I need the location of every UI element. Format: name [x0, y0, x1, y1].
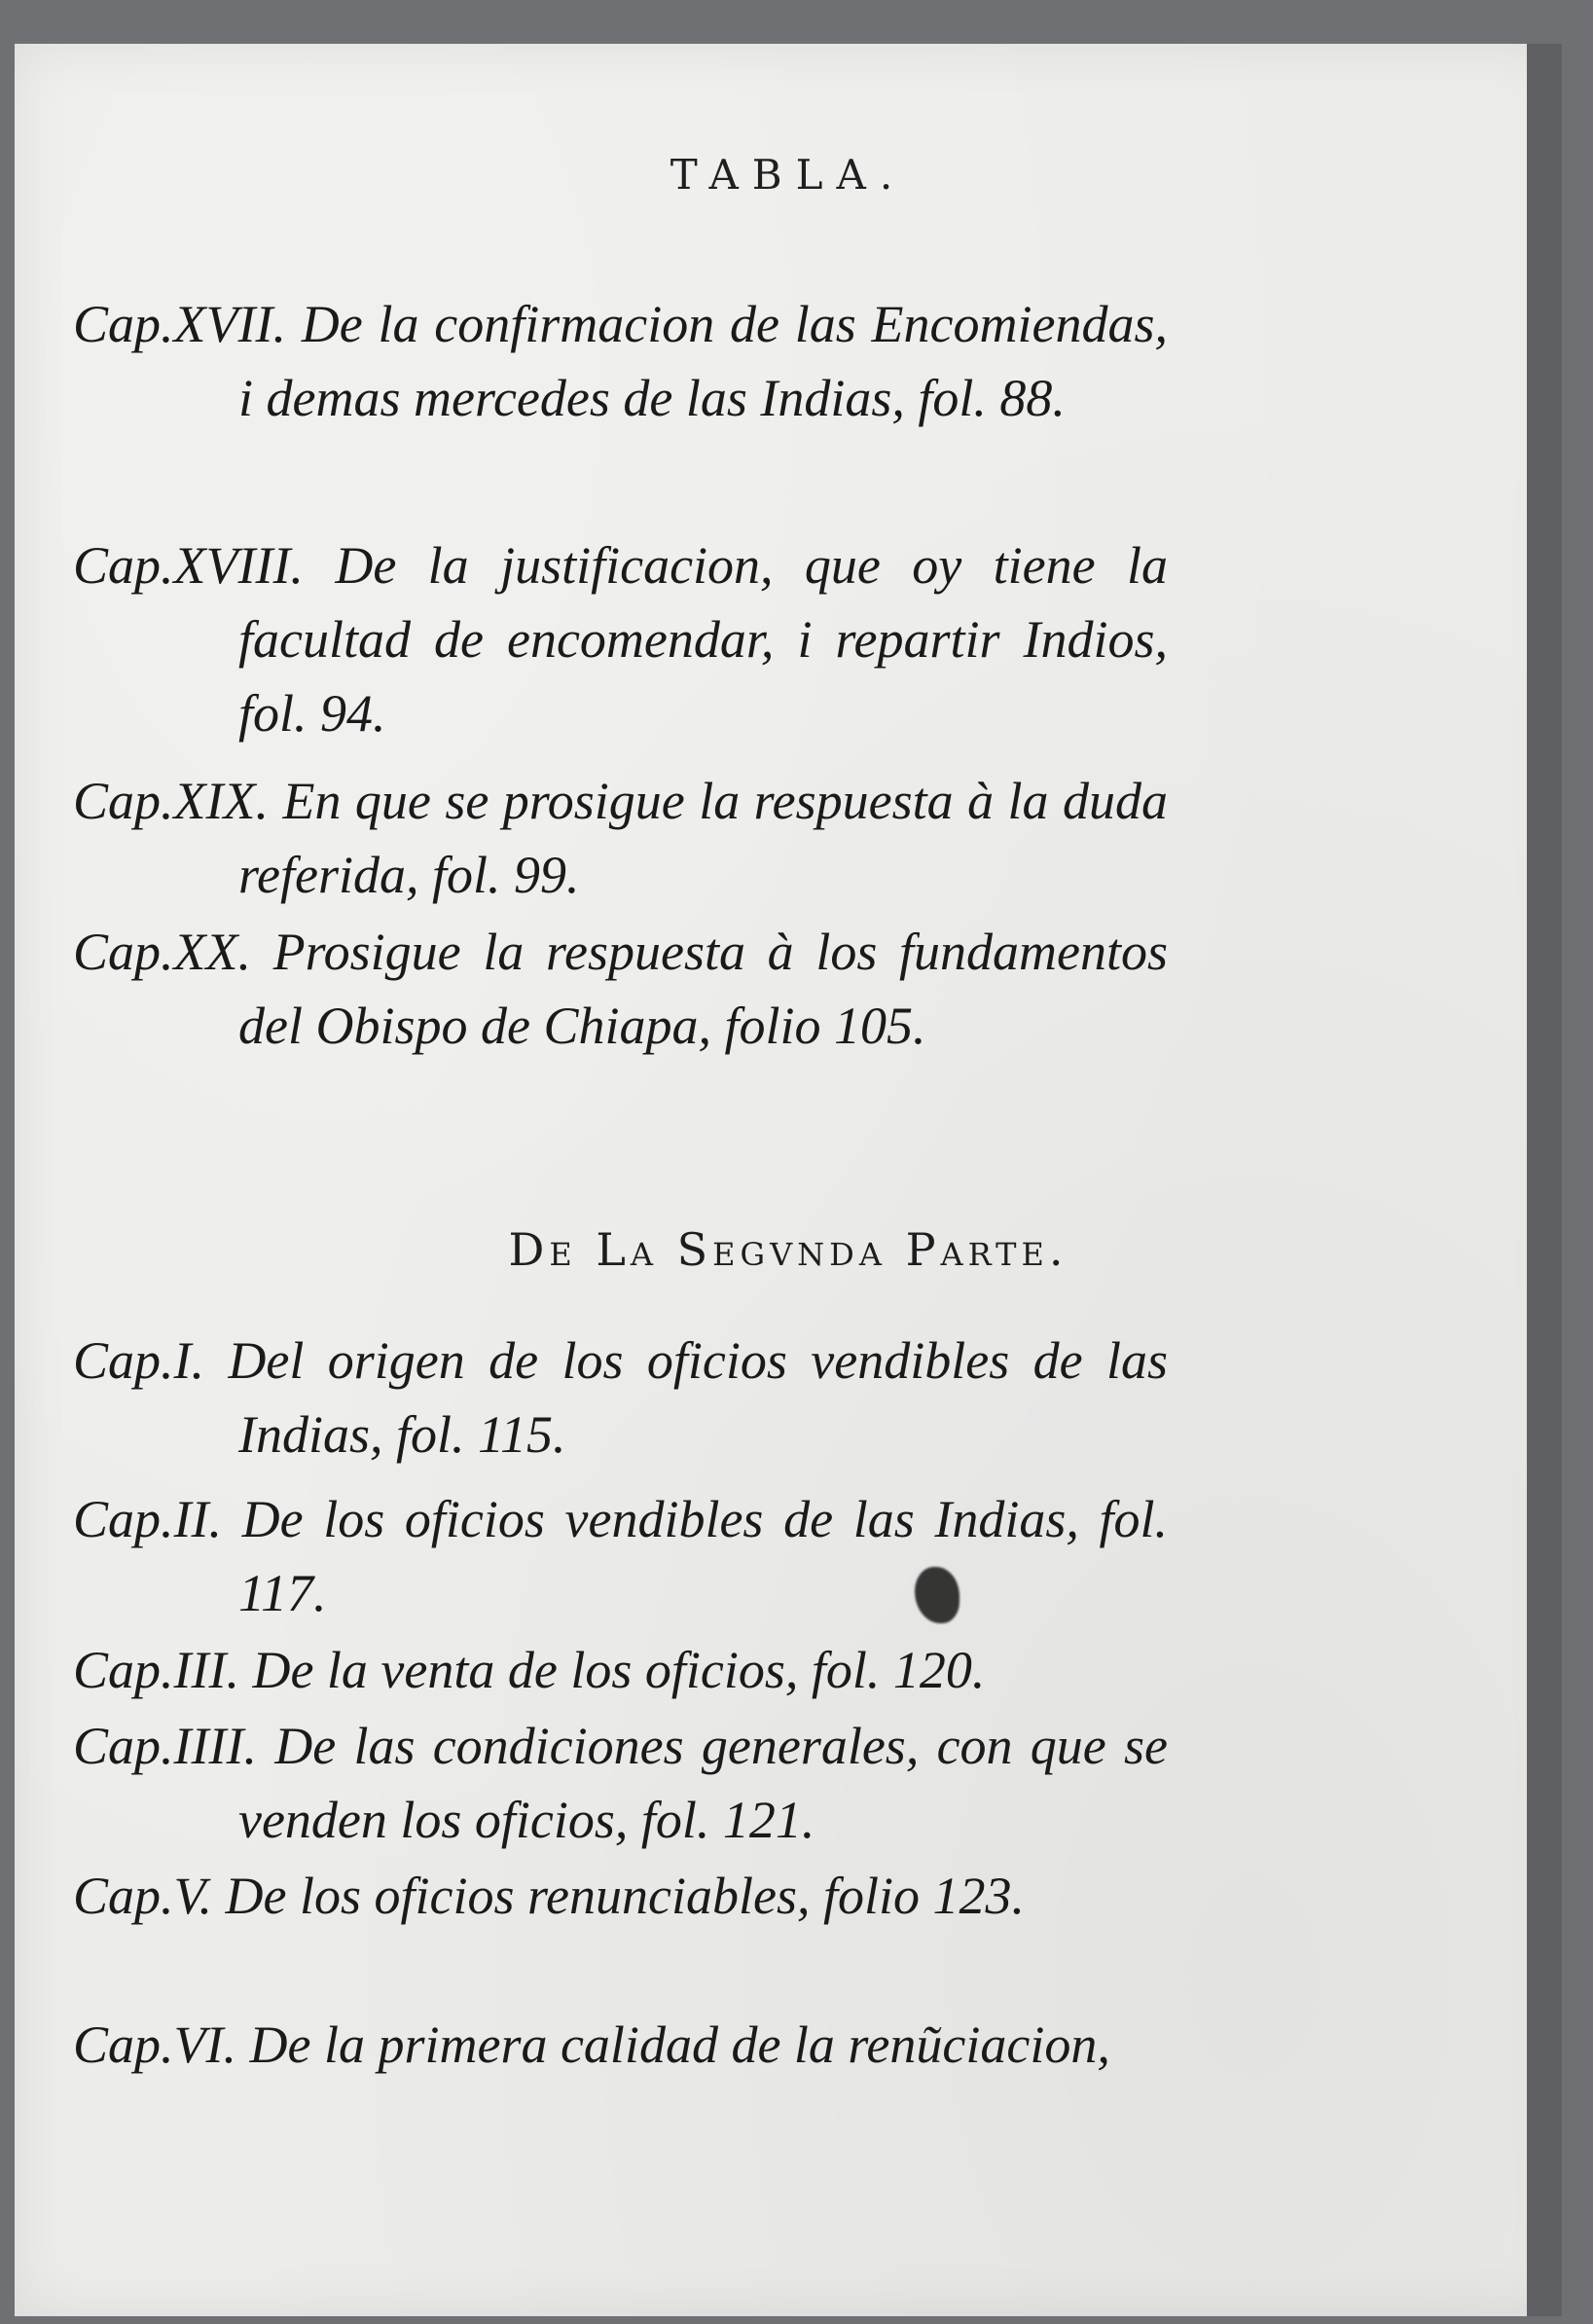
book-spine	[1527, 44, 1562, 2316]
chapter-number: Cap.XIX.	[73, 772, 269, 830]
toc-entry	[73, 1859, 1168, 1933]
chapter-number: Cap.XVIII.	[73, 536, 304, 595]
toc-entry	[73, 287, 1168, 435]
chapter-title: Prosigue la respuesta à los fundamentos del Obispo de Chiapa, folio 105.	[238, 923, 1168, 1055]
toc-entry	[73, 2008, 1168, 2082]
chapter-number: Cap.XVII.	[73, 295, 286, 353]
toc-entry	[73, 1633, 1168, 1707]
chapter-number: Cap.III.	[73, 1641, 239, 1699]
toc-entry	[73, 1324, 1168, 1471]
chapter-number: Cap.XX.	[73, 923, 251, 981]
chapter-title: Del origen de los oficios vendibles de las Indias, fol. 115.	[228, 1331, 1169, 1464]
chapter-title: En que se prosigue la respuesta à la duda referida, fol. 99.	[238, 772, 1169, 904]
chapter-title: De la venta de los oficios, fol. 120.	[252, 1641, 986, 1699]
toc-entry	[73, 1709, 1168, 1857]
book-page	[15, 44, 1562, 2316]
chapter-number: Cap.I.	[73, 1331, 204, 1390]
toc-entry	[73, 1482, 1168, 1630]
chapter-title: De los oficios vendibles de las Indias, fol. 117.	[238, 1490, 1168, 1622]
chapter-title: De los oficios renunciables, folio 123.	[225, 1867, 1025, 1925]
chapter-number: Cap.V.	[73, 1867, 213, 1925]
chapter-title: De la justificacion, que oy tiene la facultad de encomendar, i repartir Indios, fol. 94.	[238, 536, 1168, 743]
chapter-title: De la confirmacion de las Encomiendas, i demas mercedes de las Indias, fol. 88.	[238, 295, 1168, 427]
chapter-number: Cap.II.	[73, 1490, 222, 1548]
chapter-title: De las condiciones generales, con que se venden los oficios, fol. 121.	[238, 1717, 1169, 1849]
chapter-title: De la primera calidad de la renũciacion,	[249, 2015, 1110, 2074]
toc-entry	[73, 764, 1168, 912]
chapter-number: Cap.VI.	[73, 2015, 236, 2074]
chapter-number: Cap.IIII.	[73, 1717, 257, 1775]
page-header: TABLA.	[670, 151, 907, 199]
toc-entry	[73, 915, 1168, 1063]
section-heading: De La Segvnda Parte.	[508, 1223, 1068, 1276]
toc-entry	[73, 528, 1168, 750]
